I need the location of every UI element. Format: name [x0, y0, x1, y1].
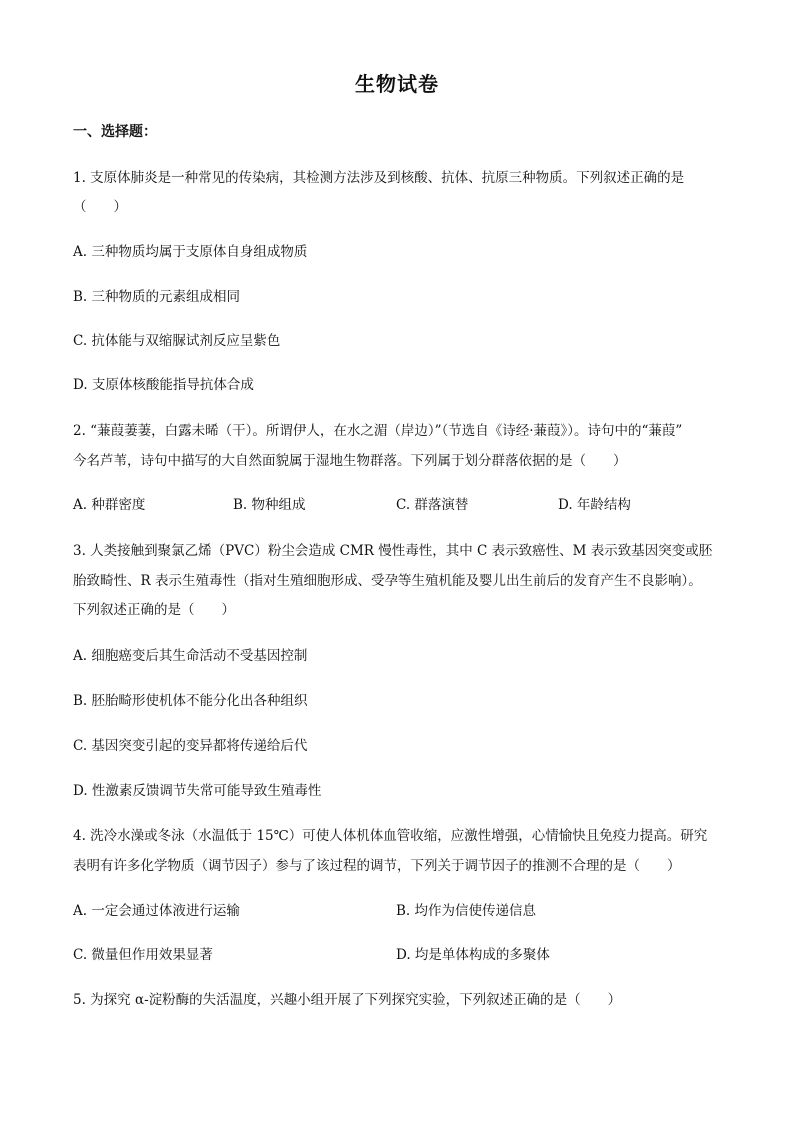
question-5-stem-line-1: 5. 为探究 α-淀粉酶的失活温度，兴趣小组开展了下列探究实验，下列叙述正确的是（ ） [73, 992, 622, 1008]
question-3-option-c: C. 基因突变引起的变异都将传递给后代 [73, 738, 308, 754]
question-4-stem-line-1: 4. 洗冷水澡或冬泳（水温低于 15℃）可使人体机体血管收缩，应激性增强，心情愉快且免疫力提高。研究 [73, 828, 708, 844]
question-2-option-d: D. 年龄结构 [558, 497, 631, 513]
question-2-stem-line-1: 2. “蒹葭萋萋，白露未晞（干）。所谓伊人，在水之湄（岸边）”（节选自《诗经·蒹葭》）。诗句中的“蒹葭” [73, 423, 683, 439]
question-4-option-a: A. 一定会通过体液进行运输 [73, 903, 240, 919]
question-3-stem-line-3: 下列叙述正确的是（ ） [73, 602, 235, 618]
question-1-option-a: A. 三种物质均属于支原体自身组成物质 [73, 244, 308, 260]
question-3-option-d: D. 性激素反馈调节失常可能导致生殖毒性 [73, 783, 322, 799]
question-1-stem-line-2: （ ） [73, 199, 127, 215]
question-4-option-d: D. 均是单体构成的多聚体 [396, 947, 550, 963]
question-4-stem-line-2: 表明有许多化学物质（调节因子）参与了该过程的调节，下列关于调节因子的推测不合理的是（ ） [73, 858, 681, 874]
question-3-stem-line-2: 胎致畸性、R 表示生殖毒性（指对生殖细胞形成、受孕等生殖机能及婴儿出生前后的发育产生不良影响）。 [73, 573, 702, 589]
question-1-stem-line-1: 1. 支原体肺炎是一种常见的传染病，其检测方法涉及到核酸、抗体、抗原三种物质。下列叙述正确的是 [73, 170, 685, 186]
question-3-stem-line-1: 3. 人类接触到聚氯乙烯（PVC）粉尘会造成 CMR 慢性毒性，其中 C 表示致癌性、M 表示致基因突变或胚 [73, 543, 713, 559]
question-4-option-c: C. 微量但作用效果显著 [73, 947, 213, 963]
section-heading: 一、选择题： [73, 124, 157, 140]
question-3-option-a: A. 细胞癌变后其生命活动不受基因控制 [73, 648, 308, 664]
question-2-option-b: B. 物种组成 [233, 497, 306, 513]
question-3-option-b: B. 胚胎畸形使机体不能分化出各种组织 [73, 693, 308, 709]
page-title: 生物试卷 [355, 72, 439, 96]
question-1-option-b: B. 三种物质的元素组成相同 [73, 289, 241, 305]
question-1-option-d: D. 支原体核酸能指导抗体合成 [73, 377, 254, 393]
question-2-stem-line-2: 今名芦苇，诗句中描写的大自然面貌属于湿地生物群落。下列属于划分群落依据的是（ ） [73, 453, 627, 469]
question-2-option-c: C. 群落演替 [396, 497, 469, 513]
question-4-option-b: B. 均作为信使传递信息 [396, 903, 537, 919]
question-1-option-c: C. 抗体能与双缩脲试剂反应呈紫色 [73, 333, 281, 349]
question-2-option-a: A. 种群密度 [73, 497, 146, 513]
